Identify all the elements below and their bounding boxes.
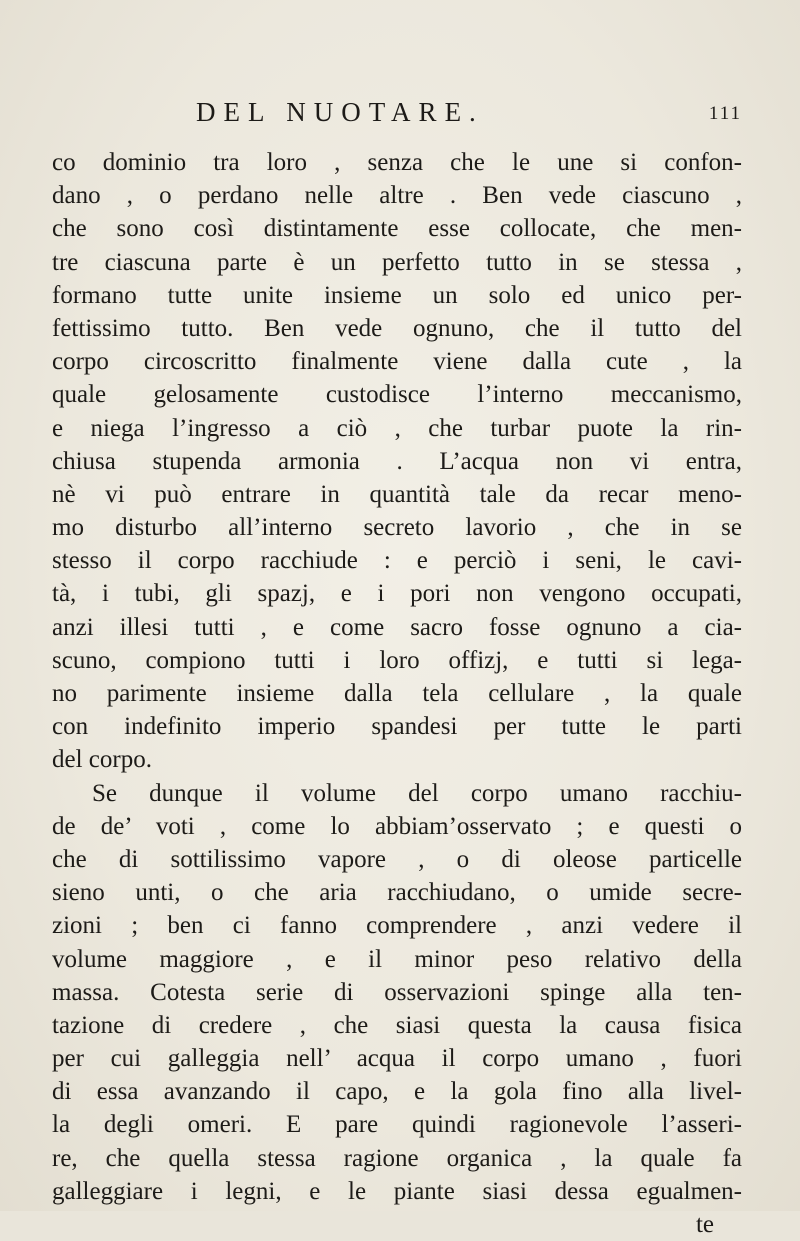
text-line: chiusa stupenda armonia . L’acqua non vi entra, [52, 447, 742, 475]
text-line: tazione di credere , che siasi questa la causa fisica [52, 1011, 742, 1039]
text-line: formano tutte unite insieme un solo ed unico per- [52, 281, 742, 309]
text-line: sieno unti, o che aria racchiudano, o umide secre- [52, 879, 742, 907]
text-line: che sono così distintamente esse collocate, che men- [52, 215, 742, 243]
text-line: volume maggiore , e il minor peso relativo della [52, 945, 742, 973]
text-line: stesso il corpo racchiude : e perciò i seni, le cavi- [52, 547, 742, 575]
text-line: di essa avanzando il capo, e la gola fino alla livel- [52, 1078, 742, 1106]
text-line: dano , o perdano nelle altre . Ben vede ciascuno , [52, 182, 742, 210]
text-line: del corpo. [52, 746, 152, 774]
text-line: co dominio tra loro , senza che le une si confon- [52, 149, 742, 176]
text-line: scuno, compiono tutti i loro offizj, e tutti si lega- [52, 646, 742, 674]
text-line: tà, i tubi, gli spazj, e i pori non vengono occupati, [52, 580, 742, 608]
text-line: Se dunque il volume del corpo umano racchiu- [92, 779, 742, 807]
text-line: la degli omeri. E pare quindi ragionevole l’asseri- [52, 1111, 742, 1139]
text-line: re, che quella stessa ragione organica , la quale fa [52, 1144, 742, 1172]
text-line: mo disturbo all’interno secreto lavorio , che in se [52, 514, 742, 542]
running-head: DEL NUOTARE. [196, 97, 484, 127]
text-line: tre ciascuna parte è un perfetto tutto in se stessa , [52, 248, 742, 276]
text-line: e niega l’ingresso a ciò , che turbar puote la rin- [52, 414, 742, 442]
text-line: corpo circoscritto finalmente viene dalla cute , la [52, 348, 742, 376]
text-line: anzi illesi tutti , e come sacro fosse ognuno a cia- [52, 613, 742, 641]
text-line: con indefinito imperio spandesi per tutte le parti [52, 713, 742, 741]
text-line: che di sottilissimo vapore , o di oleose particelle [52, 845, 742, 873]
text-line: de de’ voti , come lo abbiam’osservato ; e questi o [52, 812, 742, 840]
text-line: zioni ; ben ci fanno comprendere , anzi vedere il [52, 912, 742, 940]
text-line: no parimente insieme dalla tela cellulare , la quale [52, 680, 742, 707]
catchword: te [695, 1211, 714, 1238]
page-number: 111 [708, 103, 742, 124]
page-header [0, 92, 800, 132]
text-line: fettissimo tutto. Ben vede ognuno, che il tutto del [52, 314, 742, 342]
text-line: quale gelosamente custodisce l’interno meccanismo, [52, 381, 742, 409]
text-line: nè vi può entrare in quantità tale da recar meno- [52, 480, 742, 508]
text-line: galleggiare i legni, e le piante siasi dessa egualmen- [52, 1177, 742, 1205]
text-line: per cui galleggia nell’ acqua il corpo umano , fuori [52, 1045, 742, 1073]
body-text [52, 146, 742, 1241]
text-line: massa. Cotesta serie di osservazioni spinge alla ten- [52, 978, 742, 1006]
